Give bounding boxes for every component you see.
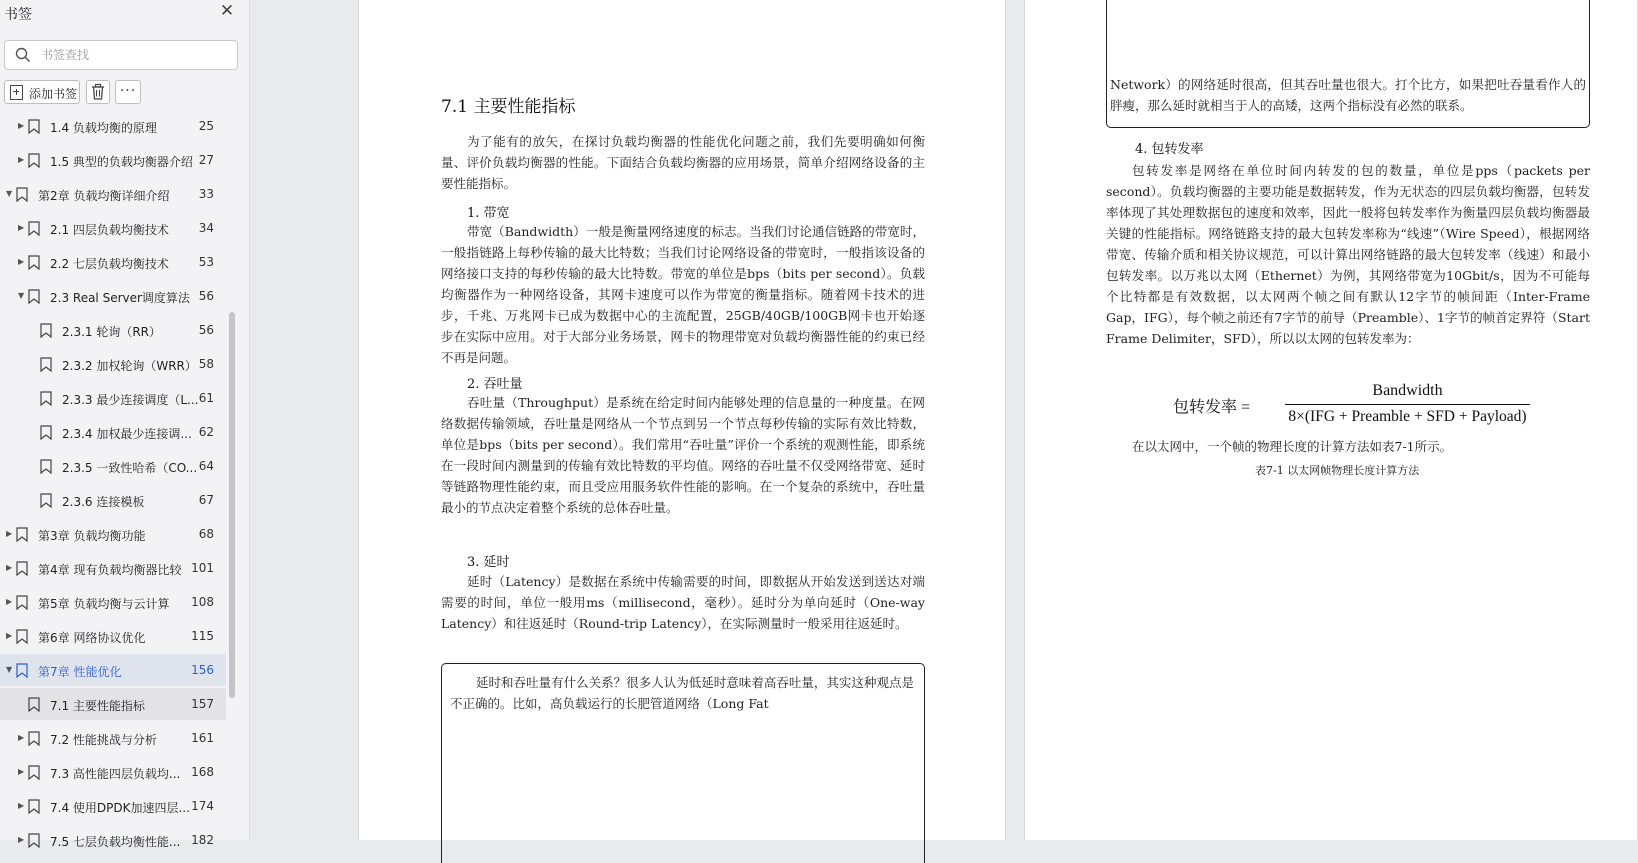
bookmark-icon [28,799,40,814]
throughput-paragraph: 吞吐量（Throughput）是系统在给定时间内能够处理的信息量的一种度量。在网络数据传输领域，吞吐量是网络从一个节点到另一个节点每秒传输的实际有效比特数，单位是bps（bits per second）。我们常用“吞吐量”评价一个系统的观测性能，即系统在一段时间内测量到的传输有效比特数的平均值。网络的吞吐量不仅受网络带宽、延时等链路物理性能约束，而且受应用服务软件性能的影响。在一个复杂的系统中，吞吐量最小的节点决定着整个系统的总体吞吐量。 [441,395,925,515]
bookmark-item[interactable] [0,246,226,278]
bookmark-page-number: 64 [198,459,214,473]
note-box-text: 延时和吞吐量有什么关系？很多人认为低延时意味着高吞吐量，其实这种观点是不正确的。比如，高负载运行的长肥管道网络（Long Fat [450,675,914,711]
bookmark-label: 1.5 典型的负载均衡器介绍 [50,155,193,169]
bookmark-icon [40,459,52,474]
bookmark-page-number: 62 [198,425,214,439]
bookmark-label: 第2章 负载均衡详细介绍 [38,189,170,203]
bookmark-page-number: 58 [198,357,214,371]
bookmark-label: 第4章 现有负载均衡器比较 [38,563,182,577]
bookmark-page-number: 68 [198,527,214,541]
bookmark-list [0,110,238,849]
bookmark-page-number: 56 [198,323,214,337]
bookmark-item[interactable] [0,688,226,720]
search-icon [15,47,31,63]
bookmark-icon [28,221,40,236]
bookmark-page-number: 115 [191,629,214,643]
bookmark-item[interactable] [0,110,226,142]
more-options-button[interactable]: ··· [115,80,141,104]
packet-rate-paragraph: 包转发率是网络在单位时间内转发的包的数量，单位是pps（packets per second）。负载均衡器的主要功能是数据转发，作为无状态的四层负载均衡器，包转发率体现了其处理数据包的速度和效率，因此一般将包转发率作为衡量四层负载均衡器最关键的性能指标。网络链路支持的最大包转发率称为“线速”（Wire Speed），根据网络带宽、传输介质和相关协议规范，可以计算出网络链路的最大包转发率（线速）和最小包转发率。以万兆以太网（Ethernet）为例，其网络带宽为10Gbit/s，因为不可能每个比特都是有效数据，以太网两个帧之间有默认12字节的帧间距（Inter-Frame Gap，IFG），每个帧之前还有7字节的前导（Preamble）、1字节的帧首定界符（Start Frame Delimiter，SFD），所以以太网的包转发率为： [1106,163,1590,346]
bookmark-label: 2.3 Real Server调度算法 [50,291,190,305]
bookmark-page-number: 61 [198,391,214,405]
expand-arrow-icon[interactable]: ▶ [6,597,13,606]
bookmark-icon [28,731,40,746]
bookmark-item[interactable] [0,484,226,516]
bookmark-page-number: 27 [198,153,214,167]
subheading-throughput: 2. 吞吐量 [467,377,523,392]
bookmark-page-number: 156 [191,663,214,677]
bookmark-label: 2.3.4 加权最少连接调... [62,427,192,441]
bookmark-page-number: 101 [191,561,214,575]
subheading-latency: 3. 延时 [467,555,510,570]
bookmark-label: 2.3.6 连接模板 [62,495,145,509]
expand-arrow-icon[interactable]: ▶ [18,801,25,810]
bookmark-label: 2.1 四层负载均衡技术 [50,223,169,237]
bookmark-label: 2.3.3 最少连接调度（L... [62,393,199,407]
bookmark-label: 7.5 七层负载均衡性能... [50,835,181,849]
bookmark-icon [28,765,40,780]
bookmark-icon [40,323,52,338]
bookmark-label: 7.3 高性能四层负载均... [50,767,181,781]
bookmark-page-number: 174 [191,799,214,813]
bookmark-label: 2.3.2 加权轮询（WRR） [62,359,197,373]
bookmark-label: 7.1 主要性能指标 [50,699,145,713]
formula-numerator: Bandwidth [1372,382,1443,399]
bookmark-item[interactable] [0,280,226,312]
sidebar-scrollbar[interactable] [229,312,235,698]
note-box-continued [1106,0,1590,128]
close-icon[interactable]: ✕ [219,1,235,21]
bookmark-label: 7.4 使用DPDK加速四层... [50,801,190,815]
bookmark-item[interactable] [0,382,226,414]
bookmark-item[interactable] [0,824,226,856]
expand-arrow-icon[interactable]: ▶ [6,563,13,572]
expand-arrow-icon[interactable]: ▶ [18,835,25,844]
bookmark-page-number: 182 [191,833,214,847]
intro-paragraph: 为了能有的放矢，在探讨负载均衡器的性能优化问题之前，我们先要明确如何衡量、评价负载均衡器的性能。下面结合负载均衡器的应用场景，简单介绍网络设备的主要性能指标。 [441,134,925,191]
expand-arrow-icon[interactable]: ▶ [18,155,25,164]
bookmark-item[interactable] [0,348,226,380]
bookmark-label: 2.3.5 一致性哈希（CO... [62,461,198,475]
expand-arrow-icon[interactable]: ▶ [6,529,13,538]
bookmark-item[interactable] [0,790,226,822]
bookmark-page-number: 157 [191,697,214,711]
bookmark-icon [40,493,52,508]
bookmark-label: 2.2 七层负载均衡技术 [50,257,169,271]
formula-denominator: 8×(IFG + Preamble + SFD + Payload) [1288,408,1527,425]
note-box [441,663,925,863]
add-bookmark-button[interactable] [4,80,80,104]
collapse-arrow-icon[interactable]: ▼ [6,665,13,674]
bookmark-page-number: 67 [198,493,214,507]
bookmark-item[interactable] [0,314,226,346]
bookmark-icon [28,119,40,134]
bookmark-icon [16,527,28,542]
bookmark-icon [28,697,40,712]
table-intro-text: 在以太网中，一个帧的物理长度的计算方法如表7-1所示。 [1132,439,1453,454]
bookmark-page-number: 53 [198,255,214,269]
subheading-packet-rate: 4. 包转发率 [1135,142,1204,157]
bookmark-label: 第7章 性能优化 [38,665,122,679]
bookmark-label: 7.2 性能挑战与分析 [50,733,157,747]
formula-lhs: 包转发率 = [1173,399,1251,416]
bookmark-icon [28,289,40,304]
bookmark-icon [16,187,28,202]
expand-arrow-icon[interactable]: ▶ [18,767,25,776]
bookmark-icon [16,595,28,610]
bookmark-icon [28,153,40,168]
bookmark-label: 第6章 网络协议优化 [38,631,146,645]
bookmark-item[interactable] [0,722,226,754]
bookmark-search-input[interactable] [41,46,231,64]
bookmark-item[interactable] [0,144,226,176]
bookmark-page-number: 25 [198,119,214,133]
bookmark-icon [40,391,52,406]
expand-arrow-icon[interactable]: ▶ [18,223,25,232]
bookmark-icon [16,629,28,644]
latency-paragraph: 延时（Latency）是数据在系统中传输需要的时间，即数据从开始发送到送达对端需要的时间，单位一般用ms（millisecond，毫秒）。延时分为单向延时（One-way Latency）和往返延时（Round-trip Latency），在实际测量时一般采用往返延时。 [441,574,925,631]
bookmark-icon [28,833,40,848]
bookmark-icon [40,425,52,440]
bookmark-icon [40,357,52,372]
bookmark-page-number: 161 [191,731,214,745]
add-bookmark-icon [10,85,23,100]
bookmark-item[interactable] [0,212,226,244]
bookmark-label: 2.3.1 轮询（RR） [62,325,162,339]
bookmark-icon [16,663,28,678]
delete-bookmark-button[interactable] [86,80,110,104]
trash-icon [87,81,109,103]
expand-arrow-icon[interactable]: ▶ [18,121,25,130]
bookmark-icon [16,561,28,576]
expand-arrow-icon[interactable]: ▶ [18,257,25,266]
bookmark-page-number: 56 [198,289,214,303]
bookmark-icon [28,255,40,270]
bookmark-search-box[interactable] [4,40,238,70]
bookmark-page-number: 168 [191,765,214,779]
bookmark-item[interactable] [0,416,226,448]
subheading-bandwidth: 1. 带宽 [467,206,510,221]
expand-arrow-icon[interactable]: ▶ [6,631,13,640]
bookmark-item[interactable] [0,654,226,686]
bookmark-label: 第3章 负载均衡功能 [38,529,146,543]
bookmark-item[interactable] [0,586,226,618]
panel-title: 书签 [4,7,32,23]
bookmark-panel [0,0,250,849]
table-caption: 表7-1 以太网帧物理长度计算方法 [1255,464,1420,477]
bookmark-item[interactable] [0,756,226,788]
add-bookmark-label: 添加书签 [29,87,78,101]
bandwidth-paragraph: 带宽（Bandwidth）一般是衡量网络速度的标志。当我们讨论通信链路的带宽时，一般指链路上每秒传输的最大比特数；当我们讨论网络设备的带宽时，一般指该设备的网络接口支持的每秒传输的最大比特数。带宽的单位是bps（bits per second）。负载均衡器作为一种网络设备，其网卡速度可以作为带宽的衡量指标。随着网卡技术的进步，千兆、万兆网卡已成为数据中心的主流配置，25GB/40GB/100GB网卡也开始逐步在实际中应用。对于大部分业务场景，网卡的物理带宽对负载均衡器性能的约束已经不再是问题。 [441,224,925,365]
section-heading: 7.1 主要性能指标 [441,97,576,117]
expand-arrow-icon[interactable]: ▶ [18,733,25,742]
packet-rate-formula [1173,382,1533,434]
bookmark-item[interactable] [0,518,226,550]
pdf-page-right [1024,0,1638,840]
bookmark-label: 1.4 负载均衡的原理 [50,121,157,135]
note-box-continued-text: Network）的网络延时很高，但其吞吐量也很大。打个比方，如果把吐吞量看作人的胖瘦，那么延时就相当于人的高矮，这两个指标没有必然的联系。 [1110,77,1586,113]
bookmark-item[interactable] [0,450,226,482]
formula-fraction-bar [1285,404,1530,405]
bookmark-page-number: 108 [191,595,214,609]
bookmark-item[interactable] [0,620,226,652]
bookmark-label: 第5章 负载均衡与云计算 [38,597,170,611]
bookmark-item[interactable] [0,552,226,584]
collapse-arrow-icon[interactable]: ▼ [6,189,13,198]
bookmark-item[interactable] [0,178,226,210]
bookmark-page-number: 34 [198,221,214,235]
bookmark-panel-header [0,0,250,26]
bookmark-page-number: 33 [198,187,214,201]
collapse-arrow-icon[interactable]: ▼ [18,291,25,300]
pdf-page-left [358,0,1006,840]
